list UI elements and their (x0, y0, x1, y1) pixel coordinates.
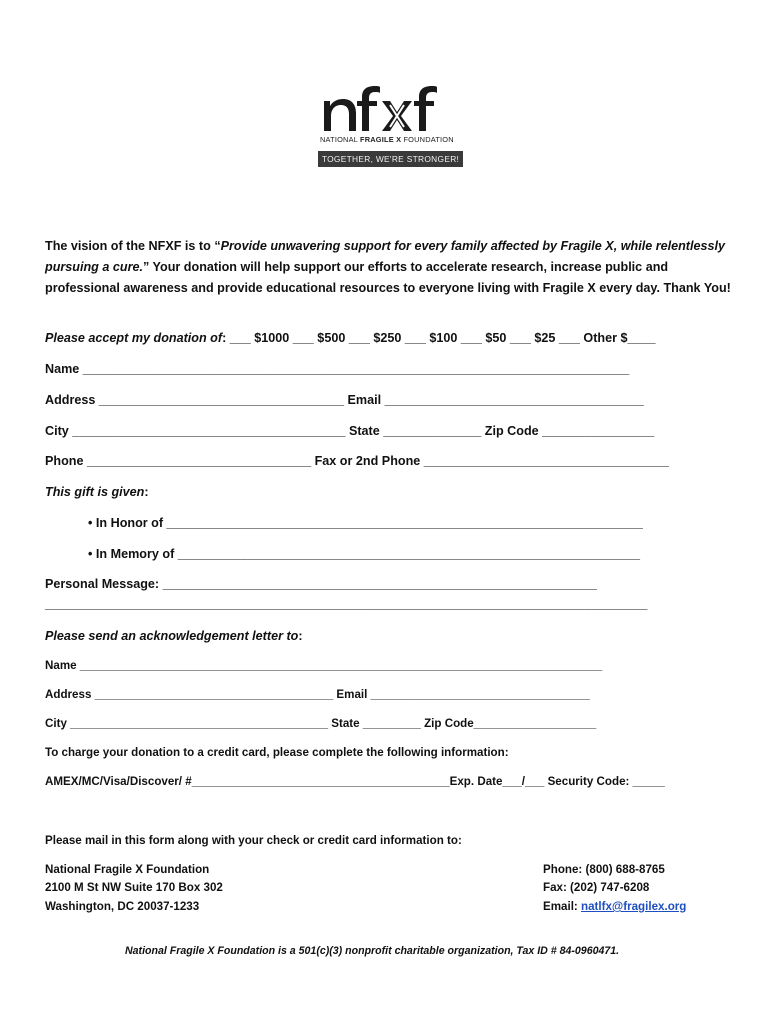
contact-email: Email: natlfx@fragilex.org (543, 900, 687, 913)
ack-city-state-zip-field[interactable]: City ________________________________________ State _________ Zip Code___________________ (45, 717, 597, 730)
email-link[interactable]: natlfx@fragilex.org (581, 900, 687, 913)
mail-instructions: Please mail in this form along with your check or credit card information to: (45, 834, 462, 847)
gift-heading: This gift is given: (45, 485, 149, 499)
mail-address-line-2: 2100 M St NW Suite 170 Box 302 (45, 881, 223, 894)
ack-name-field[interactable]: Name _________________________________________________________________________________ (45, 659, 603, 672)
credit-card-field[interactable]: AMEX/MC/Visa/Discover/ #________________________________________Exp. Date___/___ Security Code: _____ (45, 775, 665, 788)
vision-paragraph: The vision of the NFXF is to “Provide unwavering support for every family affected by Fragile X, while relentlessly pursuing a cure.” Your donation will help support our efforts to accelerate research, increase public and professional awareness and provide educational resources to everyone living with Fragile X every day. Thank You! (45, 239, 731, 295)
personal-message-line-2[interactable]: ______________________________________________________________________________________ (45, 597, 648, 611)
personal-message-field[interactable]: Personal Message: ______________________________________________________________ (45, 577, 597, 591)
donor-address-email-field[interactable]: Address ___________________________________ Email _____________________________________ (45, 393, 644, 407)
credit-card-intro: To charge your donation to a credit card, please complete the following information: (45, 746, 509, 759)
donor-city-state-zip-field[interactable]: City _______________________________________ State ______________ Zip Code ________________ (45, 424, 655, 438)
mail-address-line-3: Washington, DC 20037-1233 (45, 900, 200, 913)
nfxf-logo (318, 85, 466, 171)
in-memory-of-field[interactable]: • In Memory of __________________________________________________________________ (88, 547, 641, 561)
ack-address-email-field[interactable]: Address _____________________________________ Email __________________________________ (45, 688, 590, 701)
in-honor-of-field[interactable]: • In Honor of ____________________________________________________________________ (88, 516, 643, 530)
nfxf-wordmark-logo (320, 85, 460, 133)
donation-options[interactable]: : ___ $1000 ___ $500 ___ $250 ___ $100 ___ $50 ___ $25 ___ Other $____ (222, 331, 656, 345)
contact-fax: Fax: (202) 747-6208 (543, 881, 650, 894)
logo-org-name: NATIONAL FRAGILE X FOUNDATION (320, 135, 454, 144)
vision-quote: Provide unwavering support for every family affected by Fragile X, while relentlessly pursuing a cure. (45, 239, 726, 274)
contact-phone: Phone: (800) 688-8765 (543, 863, 665, 876)
donor-name-field[interactable]: Name ______________________________________________________________________________ (45, 362, 630, 376)
donation-prompt: Please accept my donation of (45, 331, 223, 345)
logo-tagline: TOGETHER, WE'RE STRONGER! (318, 151, 463, 167)
mail-address-line-1: National Fragile X Foundation (45, 863, 210, 876)
footer-nonprofit-note: National Fragile X Foundation is a 501(c)(3) nonprofit charitable organization, Tax ID # 84-0960471. (125, 945, 620, 957)
donation-amount-line (45, 331, 656, 345)
donor-phone-fax-field[interactable]: Phone ________________________________ Fax or 2nd Phone ___________________________________ (45, 454, 669, 468)
acknowledgement-heading: Please send an acknowledgement letter to: (45, 629, 303, 643)
